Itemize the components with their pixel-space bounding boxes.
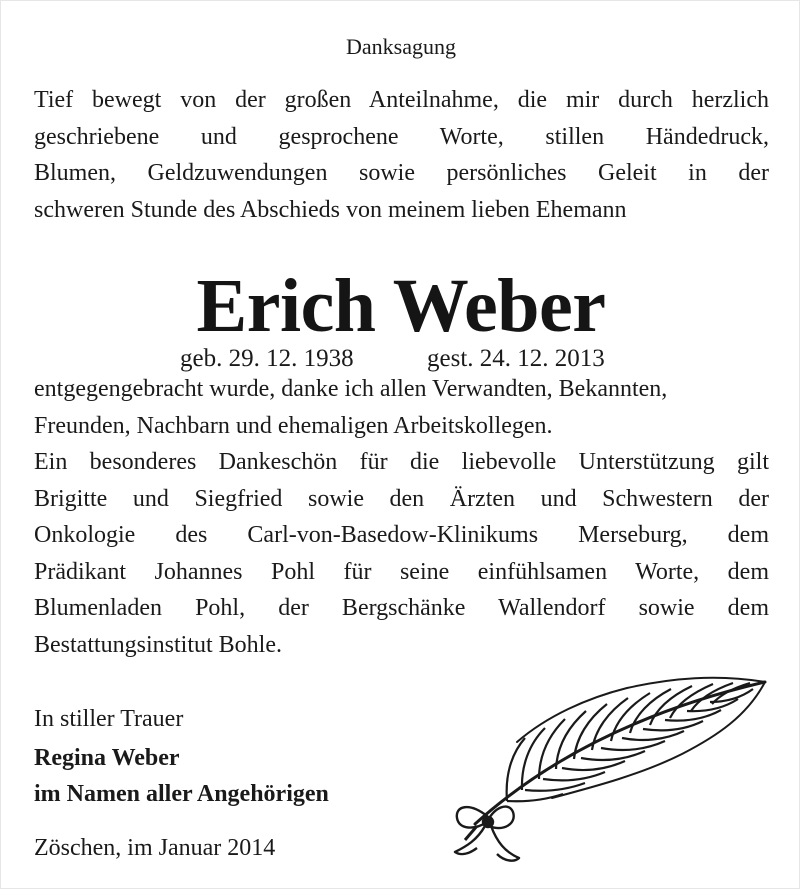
place-date: Zöschen, im Januar 2014 bbox=[34, 835, 276, 861]
thanks-line: Bestattungsinstitut Bohle. bbox=[34, 631, 283, 658]
intro-line: schweren Stunde des Abschieds von meinem lieben Ehemann bbox=[34, 196, 627, 223]
birth-date: geb. 29. 12. 1938 bbox=[180, 345, 354, 372]
thanks-line: Onkologie des Carl-von-Basedow-Klinikums Merseburg, dem bbox=[34, 522, 769, 548]
signer-name: Regina Weber bbox=[34, 745, 180, 771]
deceased-name: Erich Weber bbox=[196, 264, 606, 348]
notice-heading: Danksagung bbox=[346, 34, 456, 59]
thanks-paragraph bbox=[34, 371, 769, 663]
feather-with-ribbon-icon bbox=[447, 656, 777, 871]
thanks-line: Brigitte und Siegfried sowie den Ärzten und Schwestern der bbox=[34, 485, 769, 512]
mourning-line: In stiller Trauer bbox=[34, 706, 184, 732]
signer-family-line: im Namen aller Angehörigen bbox=[34, 781, 329, 807]
thanks-line: entgegengebracht wurde, danke ich allen Verwandten, Bekannten, bbox=[34, 376, 668, 402]
intro-paragraph bbox=[34, 82, 769, 228]
intro-line: geschriebene und gesprochene Worte, stillen Händedruck, bbox=[34, 123, 769, 150]
death-date: gest. 24. 12. 2013 bbox=[427, 345, 605, 372]
thanks-line: Blumenladen Pohl, der Bergschänke Wallendorf sowie dem bbox=[34, 595, 769, 621]
thanks-line: Ein besonderes Dankeschön für die liebevolle Unterstützung gilt bbox=[34, 449, 769, 475]
intro-line: Tief bewegt von der großen Anteilnahme, die mir durch herzlich bbox=[34, 87, 769, 113]
thanks-line: Prädikant Johannes Pohl für seine einfühlsamen Worte, dem bbox=[34, 558, 769, 585]
intro-line: Blumen, Geldzuwendungen sowie persönliches Geleit in der bbox=[34, 160, 769, 187]
thanks-line: Freunden, Nachbarn und ehemaligen Arbeitskollegen. bbox=[34, 412, 553, 439]
